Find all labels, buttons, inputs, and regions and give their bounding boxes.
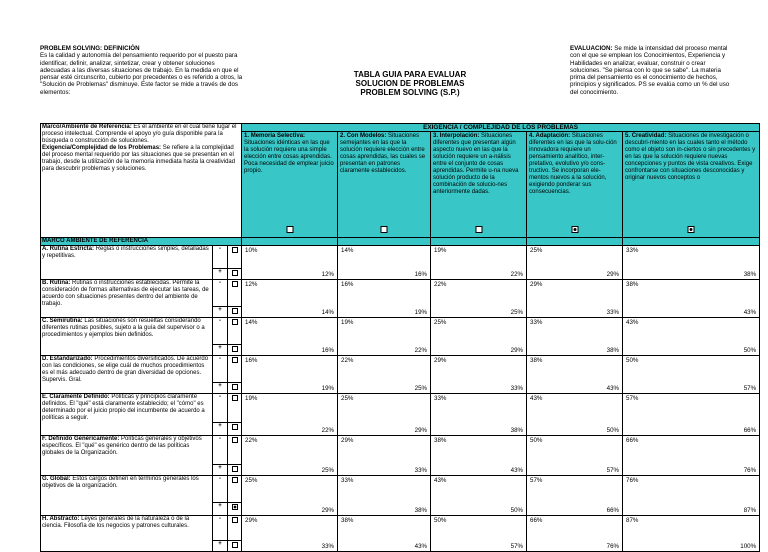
row-text: Las situaciones son resueltas considerando diferentes rutinas posibles, sujeto a la guía del supervisor o a procedimientos y ejemplos bien definidos. [42, 318, 205, 338]
plus-checkbox-cell[interactable] [228, 465, 242, 476]
column-checkbox[interactable] [571, 226, 578, 233]
row-title: F. Definido Genéricamente: [42, 436, 120, 442]
table-row [41, 318, 760, 345]
row-label [41, 394, 213, 436]
column-title: 4. Adaptación: [529, 133, 571, 139]
pct-high: 66% [623, 423, 760, 436]
column-title: 3. Interpolación: [433, 133, 480, 139]
plus-checkbox-cell[interactable] [228, 269, 242, 280]
evaluation-text: Se mide la intensidad del proceso mental con el que se emplean los Conocimientos, Experiencia y Habilidades en analizar, evaluar, construir o crear soluciones. "Se piensa con lo que se sabe". La materia prima del pensamiento es el conocimiento de hechos, principios y significados. PS se evalúa como un % del uso del conocimiento. [570, 45, 730, 96]
definition-text: Es la calidad y autonomía del pensamiento requerido por el puesto para identificar, definir, analizar, sintetizar, crear y obtener soluciones adecuadas a las diversas situaciones de trabajo. En la medida en que el pensar esté circunscrito, cubierto por precedentes o es referido a otros, la "Solución de Problemas" disminuye. Este factor se mide a través de dos elementos: [40, 52, 243, 96]
pct-low: 50% [431, 516, 527, 541]
minus-checkbox-cell[interactable] [228, 318, 242, 345]
pct-high: 100% [623, 541, 760, 552]
pct-high: 50% [623, 345, 760, 356]
complexity-header: EXIGENCIA / COMPLEJIDAD DE LOS PROBLEMAS [242, 124, 760, 132]
minus-checkbox-cell[interactable] [228, 436, 242, 465]
minus-sign: - [213, 476, 228, 503]
checkbox-icon[interactable] [232, 477, 238, 483]
pct-low: 38% [431, 436, 527, 465]
pct-low: 19% [431, 246, 527, 269]
plus-sign: + [213, 345, 228, 356]
checkbox-icon[interactable] [232, 384, 238, 390]
title-line-3: PROBLEM SOLVING (S.P.) [360, 88, 460, 97]
pct-high: 38% [431, 423, 527, 436]
evaluation-heading: EVALUACION: [570, 45, 613, 52]
row-title: G. Global: [42, 476, 71, 482]
row-title: C. Semirutina: [42, 318, 83, 324]
mab-label: MARCO AMBIENTE DE REFERENCIA [41, 238, 242, 246]
column-header-1 [242, 132, 338, 238]
row-label [41, 516, 213, 552]
column-header-5 [623, 132, 760, 238]
pct-high: 66% [527, 503, 623, 516]
checkbox-icon[interactable] [232, 281, 238, 287]
pct-high: 22% [242, 423, 338, 436]
table-row [41, 246, 760, 269]
row-title: D. Estandarizado: [42, 356, 93, 362]
pct-low: 19% [338, 318, 431, 345]
row-label [41, 280, 213, 318]
checkbox-icon[interactable] [232, 308, 238, 314]
checkbox-icon[interactable] [232, 319, 238, 325]
minus-sign: - [213, 318, 228, 345]
minus-checkbox-cell[interactable] [228, 476, 242, 503]
column-text: Situaciones de investigación o descubri-miento en las cuales tanto el método como el objeto son in-ciertos o sin precedentes y en las que la solución requiere nuevas concepciones y puntos de vista creativos. Exige confrontarse con situaciones desconocidas y originar nuevos conceptos o [625, 133, 756, 181]
row-text: Estos cargos definen en términos generales los objetivos de la organización. [42, 476, 199, 489]
row-text: Reglas o instrucciones simples, detalladas y repetitivas. [42, 246, 209, 259]
problem-solving-table [40, 123, 760, 552]
pct-low: 43% [431, 476, 527, 503]
plus-sign: + [213, 383, 228, 394]
pct-low: 22% [338, 356, 431, 383]
pct-low: 12% [242, 280, 338, 307]
checkbox-icon[interactable] [232, 346, 238, 352]
plus-sign: + [213, 423, 228, 436]
pct-low: 29% [431, 356, 527, 383]
definitions-cell [41, 124, 242, 238]
pct-high: 38% [527, 345, 623, 356]
row-label [41, 476, 213, 516]
row-title: B. Rutina: [42, 280, 71, 286]
plus-sign: + [213, 503, 228, 516]
pct-low: 38% [338, 516, 431, 541]
minus-sign: - [213, 516, 228, 541]
pct-low: 29% [242, 516, 338, 541]
row-text: Procedimientos diversificados. De acuerdo con las condiciones, se elige cuál de muchos procedimientos es el más adecuado dentro de gran diversidad de opciones. Supervis. Gral. [42, 356, 209, 383]
column-text: Situaciones diferentes en las que la solu-ción innovadora requiere un pensamiento analítico, inter-pretativo, evolutivo y/o cons-tructivo. Se incorporan ele-mentos nuevos a la solución, exigiendo ponderar sus consecuencias. [529, 133, 617, 195]
problem-solving-definition [40, 45, 245, 96]
checkbox-icon[interactable] [232, 424, 238, 430]
pct-high: 19% [242, 383, 338, 394]
plus-sign: + [213, 269, 228, 280]
column-header-3 [431, 132, 527, 238]
minus-checkbox-cell[interactable] [228, 394, 242, 423]
minus-sign: - [213, 394, 228, 423]
column-header-2 [338, 132, 431, 238]
pct-high: 16% [242, 345, 338, 356]
ecp-def-text: Se refiere a la complejidad del proceso mental requerido por las situaciones que se presentan en el trabajo, desde la utilización de la memoria inmediata hasta la creatividad para descubrir problemas y soluciones. [42, 145, 236, 172]
pct-low: 33% [431, 394, 527, 423]
plus-checkbox-cell[interactable] [228, 541, 242, 552]
checkbox-icon[interactable] [232, 437, 238, 443]
checkbox-icon[interactable] [232, 247, 238, 253]
pct-low: 38% [623, 280, 760, 307]
pct-high: 57% [431, 541, 527, 552]
mab-def-text: Es el ambiente en el cual tiene lugar el proceso intelectual. Comprende el apoyo y/o guía disponible para la búsqueda o construcción de soluciones. [42, 124, 237, 144]
pct-high: 25% [431, 307, 527, 318]
pct-high: 50% [431, 503, 527, 516]
pct-high: 12% [242, 269, 338, 280]
pct-high: 33% [242, 541, 338, 552]
checkbox-icon[interactable] [232, 357, 238, 363]
table-row [41, 394, 760, 423]
evaluation-definition [570, 45, 730, 96]
pct-low: 50% [623, 356, 760, 383]
checkbox-icon[interactable] [232, 466, 238, 472]
pct-high: 22% [431, 269, 527, 280]
pct-high: 16% [338, 269, 431, 280]
pct-high: 57% [623, 383, 760, 394]
pct-high: 33% [527, 307, 623, 318]
pct-high: 25% [338, 383, 431, 394]
pct-low: 43% [623, 318, 760, 345]
pct-high: 22% [338, 345, 431, 356]
pct-high: 29% [338, 423, 431, 436]
row-title: H. Abstracto: [42, 516, 80, 522]
pct-low: 16% [242, 356, 338, 383]
column-title: 5. Creatividad: [625, 133, 667, 139]
table-row [41, 436, 760, 465]
table-row [41, 280, 760, 307]
row-label [41, 436, 213, 476]
pct-low: 66% [527, 516, 623, 541]
table-row [41, 356, 760, 383]
mab-def-title: Marco/Ambiente de Referencia: [42, 124, 132, 130]
pct-high: 19% [338, 307, 431, 318]
plus-checkbox-cell[interactable] [228, 423, 242, 436]
pct-low: 25% [242, 476, 338, 503]
minus-checkbox-cell[interactable] [228, 280, 242, 307]
pct-high: 25% [242, 465, 338, 476]
column-text: Situaciones idénticas en las que la solución requiere una simple elección entre cosas aprendidas. Poca necesidad de emplear juicio propio. [244, 140, 334, 174]
plus-checkbox-cell[interactable] [228, 345, 242, 356]
minus-checkbox-cell[interactable] [228, 246, 242, 269]
column-checkbox[interactable] [286, 226, 293, 233]
pct-low: 25% [338, 394, 431, 423]
page-title [310, 70, 510, 97]
minus-checkbox-cell[interactable] [228, 356, 242, 383]
column-title: 1. Memoria Selectiva: [244, 133, 306, 139]
column-checkbox[interactable] [475, 226, 482, 233]
plus-checkbox-cell[interactable] [228, 383, 242, 394]
pct-low: 38% [527, 356, 623, 383]
row-label [41, 356, 213, 394]
table-row [41, 476, 760, 503]
pct-high: 29% [431, 345, 527, 356]
column-text: Situaciones semejantes en las que la solución requiere elección entre cosas aprendidas, las cuales se presentan en patrones claramente establecidos. [340, 133, 426, 174]
plus-checkbox-cell[interactable] [228, 503, 242, 516]
minus-checkbox-cell[interactable] [228, 516, 242, 541]
pct-low: 25% [527, 246, 623, 269]
pct-low: 33% [527, 318, 623, 345]
pct-low: 57% [623, 394, 760, 423]
pct-high: 43% [527, 383, 623, 394]
minus-sign: - [213, 280, 228, 307]
table-row [41, 516, 760, 541]
column-title: 2. Con Modelos: [340, 133, 387, 139]
pct-high: 29% [242, 503, 338, 516]
pct-low: 16% [338, 280, 431, 307]
pct-low: 25% [431, 318, 527, 345]
pct-low: 50% [527, 436, 623, 465]
row-label [41, 246, 213, 280]
pct-high: 38% [338, 503, 431, 516]
row-title: E. Claramente Definido: [42, 394, 110, 400]
minus-sign: - [213, 356, 228, 383]
row-title: A. Rutina Estricta: [42, 246, 95, 252]
minus-sign: - [213, 246, 228, 269]
pct-high: 33% [431, 383, 527, 394]
definition-heading: PROBLEM SOLVING: DEFINICIÓN [40, 45, 140, 52]
plus-checkbox-cell[interactable] [228, 307, 242, 318]
checkbox-icon[interactable] [232, 395, 238, 401]
pct-high: 87% [623, 503, 760, 516]
row-label [41, 318, 213, 356]
pct-low: 14% [242, 318, 338, 345]
column-checkbox[interactable] [688, 226, 695, 233]
row-text: Rutinas o instrucciones establecidas. Permite la consideración de formas alternativas de ejecutar las tareas, de acuerdo con situaciones presentes dentro del ambiente de trabajo. [42, 280, 209, 307]
pct-low: 14% [338, 246, 431, 269]
pct-low: 33% [623, 246, 760, 269]
checkbox-icon[interactable] [232, 270, 238, 276]
pct-low: 66% [623, 436, 760, 465]
pct-low: 22% [242, 436, 338, 465]
pct-high: 33% [338, 465, 431, 476]
pct-high: 43% [623, 307, 760, 318]
checkbox-icon[interactable] [232, 504, 238, 510]
pct-low: 76% [623, 476, 760, 503]
column-checkbox[interactable] [381, 226, 388, 233]
pct-high: 43% [431, 465, 527, 476]
pct-high: 38% [623, 269, 760, 280]
pct-low: 19% [242, 394, 338, 423]
minus-sign: - [213, 436, 228, 465]
plus-sign: + [213, 307, 228, 318]
pct-high: 76% [527, 541, 623, 552]
ecp-def-title: Exigencia/Complejidad de los Problemas: [42, 145, 162, 151]
column-header-4 [527, 132, 623, 238]
pct-high: 29% [527, 269, 623, 280]
pct-low: 57% [527, 476, 623, 503]
pct-low: 43% [527, 394, 623, 423]
pct-high: 43% [338, 541, 431, 552]
title-line-1: TABLA GUIA PARA EVALUAR [353, 70, 467, 79]
row-text: Políticas y principios claramente definidos. El "qué" está claramente establecido; el "cómo" es determinado por el juicio propio del incumbente de acuerdo a políticas a seguir. [42, 394, 205, 421]
row-text: Leyes generales de la naturaleza o de la ciencia. Filosofía de los negocios y patrones culturales. [42, 516, 190, 529]
pct-low: 29% [338, 436, 431, 465]
row-text: Políticas generales y objetivos específicos. El "qué" es genérico dentro de las políticas globales de la Organización. [42, 436, 202, 456]
plus-sign: + [213, 465, 228, 476]
pct-high: 57% [527, 465, 623, 476]
pct-low: 87% [623, 516, 760, 541]
pct-high: 50% [527, 423, 623, 436]
pct-low: 33% [338, 476, 431, 503]
pct-high: 76% [623, 465, 760, 476]
column-text: Situaciones diferentes que presentan algún aspecto nuevo en las que la solución requiere un a-nálisis entre el conjunto de cosas aprendidas. Permite u-na nueva solución producto de la combinación de solucio-nes anteriormente dadas. [433, 133, 519, 195]
pct-high: 14% [242, 307, 338, 318]
checkbox-icon[interactable] [232, 517, 238, 523]
pct-low: 22% [431, 280, 527, 307]
pct-low: 29% [527, 280, 623, 307]
pct-low: 10% [242, 246, 338, 269]
title-line-2: SOLUCION DE PROBLEMAS [355, 79, 465, 88]
plus-sign: + [213, 541, 228, 552]
